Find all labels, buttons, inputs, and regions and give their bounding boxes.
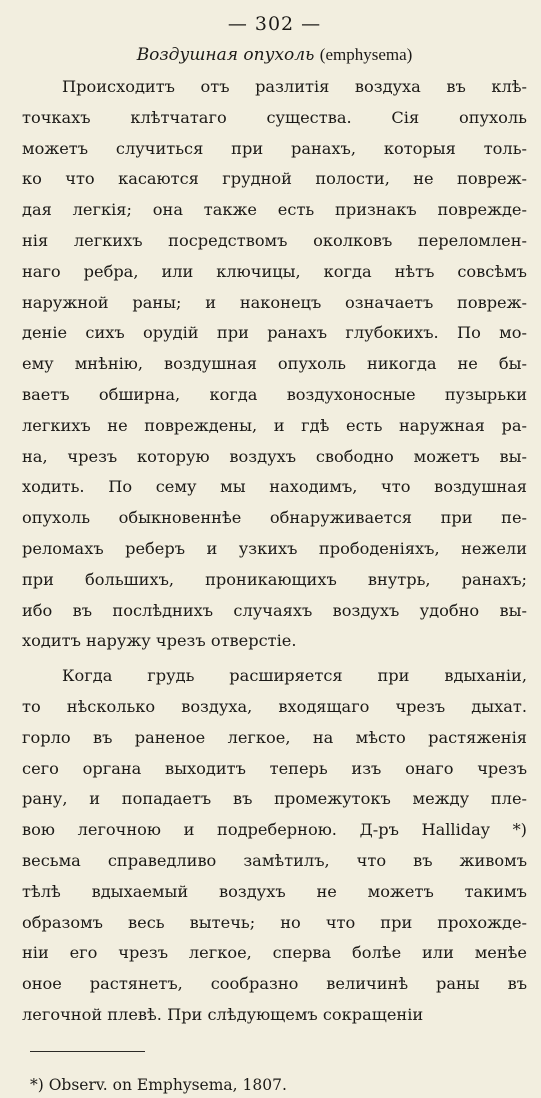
text-line: дая легкія; она также есть признакъ поврежде- xyxy=(22,200,527,220)
text-line: горло въ раненое легкое, на мѣсто растяженія xyxy=(22,727,527,747)
text-line: нія легкихъ посредствомъ околковъ переломлен- xyxy=(22,230,527,250)
text-line: ходитъ наружу чрезъ отверстіе. xyxy=(22,631,297,651)
text-line: ходить. По сему мы находимъ, что воздушная xyxy=(22,477,527,497)
page-number: — 302 — xyxy=(227,13,322,35)
text-line: Когда грудь расширяется при вдыханіи, xyxy=(62,666,527,686)
footnote: *) Observ. on Emphysema, 1807. xyxy=(30,1075,287,1094)
text-line: точкахъ клѣтчатаго существа. Сія опухоль xyxy=(22,107,527,127)
body-text xyxy=(22,72,527,1031)
text-line: на, чрезъ которую воздухъ свободно можетъ вы- xyxy=(22,446,527,466)
text-line: деніе сихъ орудій при ранахъ глубокихъ. По мо- xyxy=(22,323,527,343)
paragraph-1 xyxy=(22,72,527,657)
text-line: ніи его чрезъ легкое, сперва болѣе или менѣе xyxy=(22,943,527,963)
text-line: реломахъ реберъ и узкихъ прободеніяхъ, нежели xyxy=(22,538,527,558)
text-line: тѣлѣ вдыхаемый воздухъ не можетъ такимъ xyxy=(22,881,527,901)
text-line: образомъ весь вытечь; но что при прохожде- xyxy=(22,912,527,932)
text-line: Происходитъ отъ разлитія воздуха въ клѣ- xyxy=(62,77,527,96)
section-latin-term: (emphysema) xyxy=(319,45,413,64)
text-line: сего органа выходитъ теперь изъ онаго чрезъ xyxy=(22,758,527,778)
text-line: рану, и попадаетъ въ промежутокъ между пле- xyxy=(22,789,527,809)
text-line: можетъ случиться при ранахъ, которыя толь- xyxy=(22,138,527,158)
text-line: ваетъ обширна, когда воздухоносные пузырьки xyxy=(22,384,527,404)
section-heading xyxy=(22,42,527,68)
text-line: наго ребра, или ключицы, когда нѣтъ совсѣмъ xyxy=(22,261,527,281)
text-line: то нѣсколько воздуха, входящаго чрезъ дыхат. xyxy=(22,696,527,716)
text-line: ему мнѣнію, воздушная опухоль никогда не бы- xyxy=(22,354,527,374)
text-line: ко что касаются грудной полости, не повреж- xyxy=(22,169,527,189)
text-line: наружной раны; и наконецъ означаетъ повреж- xyxy=(22,292,527,312)
text-line: оное растянетъ, сообразно величинѣ раны въ xyxy=(22,974,527,994)
text-line: при большихъ, проникающихъ внутрь, ранахъ; xyxy=(22,569,527,589)
section-title: Воздушная опухоль xyxy=(136,45,315,65)
footnote-divider xyxy=(30,1051,145,1052)
text-line: весьма справедливо замѣтилъ, что въ живомъ xyxy=(22,850,527,870)
text-line: опухоль обыкновеннѣе обнаруживается при пе- xyxy=(22,508,527,528)
paragraph-2 xyxy=(22,661,527,1031)
text-line: ибо въ послѣднихъ случаяхъ воздухъ удобно вы- xyxy=(22,600,527,620)
text-line: вою легочною и подреберною. Д-ръ Halliday *) xyxy=(22,820,527,840)
text-line: легкихъ не повреждены, и гдѣ есть наружная ра- xyxy=(22,415,527,435)
text-line: легочной плевѣ. При слѣдующемъ сокращеніи xyxy=(22,1004,424,1024)
